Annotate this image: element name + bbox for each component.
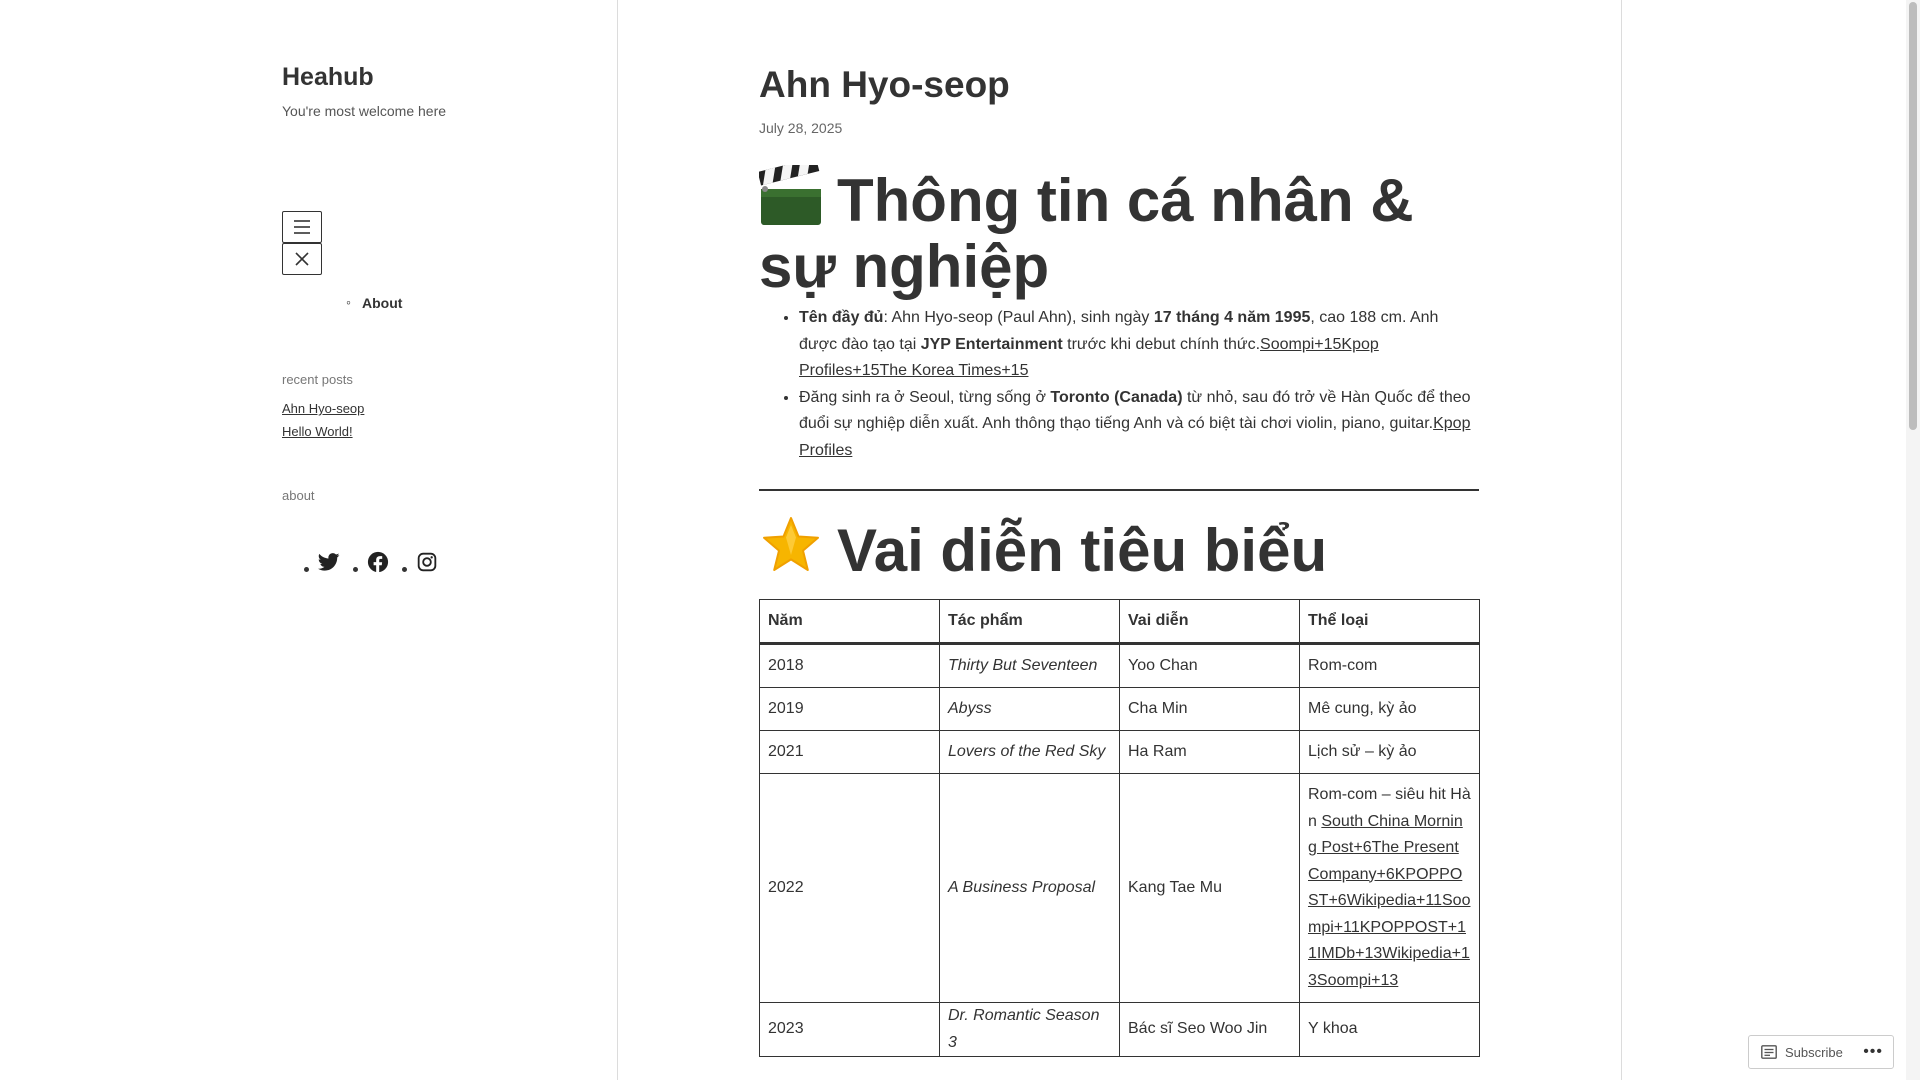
section-heading-text: Thông tin cá nhân & sự nghiệp [759, 167, 1414, 300]
table-row [760, 688, 1480, 731]
reader-icon [1761, 1045, 1777, 1059]
role-cell: Ha Ram [1120, 731, 1300, 774]
scrollbar[interactable] [1906, 0, 1920, 1080]
sidebar-divider [617, 0, 618, 1080]
genre-cell: Y khoa [1300, 1003, 1480, 1057]
horizontal-rule [759, 489, 1479, 491]
year-cell: 2018 [760, 644, 940, 688]
section-heading-text: Vai diễn tiêu biểu [837, 517, 1328, 584]
recent-posts-title: recent posts [282, 372, 353, 387]
table-row [760, 644, 1480, 688]
subscribe-label: Subscribe [1785, 1044, 1843, 1060]
section-heading-profile [759, 165, 1479, 300]
subscribe-button[interactable] [1748, 1035, 1894, 1069]
roles-table [759, 599, 1480, 1057]
genre-cell [1300, 774, 1480, 1003]
menu-close-button[interactable] [282, 243, 322, 275]
work-cell: Lovers of the Red Sky [940, 731, 1120, 774]
recent-post-link[interactable]: Hello World! [282, 424, 353, 439]
about-widget-title: about [282, 488, 315, 503]
table-header: Vai diễn [1120, 600, 1300, 644]
work-cell: Abyss [940, 688, 1120, 731]
more-options-icon[interactable]: ••• [1863, 1043, 1883, 1060]
clapper-board-icon [759, 165, 823, 237]
text: từ nhỏ, sau đó trở về Hàn Quốc để theo đuổi sự nghiệp diễn xuất. Anh thông thạo tiếng Anh và có biệt tài chơi violin, piano, guitar. [799, 388, 1471, 432]
list-item [799, 305, 1479, 385]
hamburger-icon [293, 220, 311, 234]
menu-toggle-button[interactable] [282, 211, 322, 243]
star-icon [759, 515, 823, 587]
source-link[interactable]: Kpop Profiles [799, 415, 1471, 459]
table-header: Tác phẩm [940, 600, 1120, 644]
year-cell: 2021 [760, 731, 940, 774]
role-cell: Kang Tae Mu [1120, 774, 1300, 1003]
list-bullet [353, 567, 358, 572]
table-header: Năm [760, 600, 940, 644]
genre-cell: Mê cung, kỳ ảo [1300, 688, 1480, 731]
profile-list [799, 305, 1479, 464]
genre-cell: Rom-com [1300, 644, 1480, 688]
birth-date: 17 tháng 4 năm 1995 [1153, 309, 1311, 326]
table-row [760, 774, 1480, 1003]
table-row [760, 1003, 1480, 1057]
source-link[interactable]: Soompi+15Kpop Profiles+15The Korea Times+15 [799, 335, 1379, 379]
year-cell: 2023 [760, 1003, 940, 1057]
year-cell: 2019 [760, 688, 940, 731]
section-heading-roles [759, 515, 1479, 587]
recent-post-link[interactable]: Ahn Hyo-seop [282, 401, 365, 416]
work-cell: Thirty But Seventeen [940, 644, 1120, 688]
list-item [799, 385, 1479, 465]
bold-label: Tên đầy đủ [799, 309, 884, 326]
source-link[interactable]: South China Morning Post+6The Present Company+6KPOPPOST+6Wikipedia+11Soompi+11KPOPPOST+11IMDb+13Wikipedia+13Soompi+13 [1308, 812, 1471, 989]
table-header: Thể loại [1300, 600, 1480, 644]
work-cell: Dr. Romantic Season 3 [940, 1003, 1120, 1057]
text: trước khi debut chính thức. [1062, 335, 1261, 353]
twitter-icon[interactable] [317, 550, 341, 574]
close-icon [294, 251, 310, 267]
social-links [304, 550, 443, 574]
role-cell: Cha Min [1120, 688, 1300, 731]
table-row [760, 731, 1480, 774]
site-description: You're most welcome here [282, 103, 447, 119]
place-name: Toronto (Canada) [1050, 388, 1183, 406]
agency-name: JYP Entertainment [920, 335, 1063, 353]
text: : Ahn Hyo-seop (Paul Ahn), sinh ngày [883, 309, 1154, 326]
content-divider [1621, 0, 1622, 1080]
list-bullet [304, 567, 309, 572]
post-date: July 28, 2025 [759, 120, 843, 136]
genre-text: Rom-com – siêu hit Hàn [1308, 786, 1471, 830]
role-cell: Bác sĩ Seo Woo Jin [1120, 1003, 1300, 1057]
table-header-row [760, 600, 1480, 644]
text: Đăng sinh ra ở Seoul, từng sống ở [799, 388, 1051, 406]
list-bullet [402, 567, 407, 572]
site-title[interactable]: Heahub [282, 63, 374, 91]
year-cell: 2022 [760, 774, 940, 1003]
work-cell: A Business Proposal [940, 774, 1120, 1003]
post-title: Ahn Hyo-seop [759, 64, 1010, 105]
nav-item-about[interactable]: ◦ About [362, 295, 402, 311]
role-cell: Yoo Chan [1120, 644, 1300, 688]
scrollbar-thumb[interactable] [1909, 2, 1917, 430]
facebook-icon[interactable] [366, 550, 390, 574]
instagram-icon[interactable] [415, 550, 439, 574]
text: , cao 188 cm. Anh được đào tạo tại [799, 309, 1439, 353]
genre-cell: Lịch sử – kỳ ảo [1300, 731, 1480, 774]
